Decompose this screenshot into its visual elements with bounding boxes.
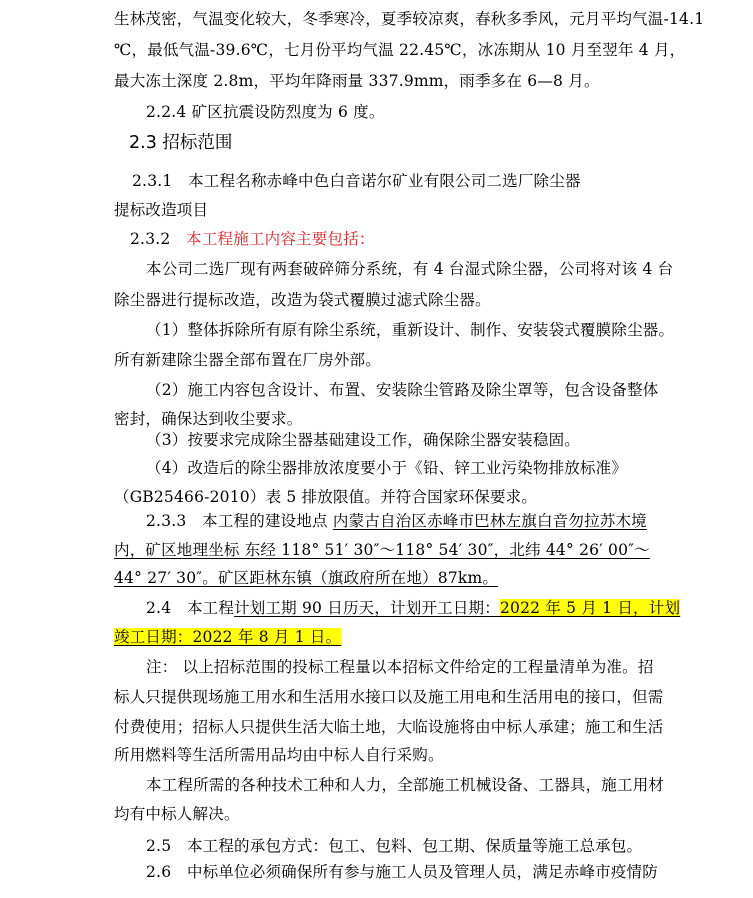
note-line-1: 注： 以上招标范围的投标工程量以本招标文件给定的工程量清单为准。招 [146,658,654,676]
item-4-line-2: （GB25466-2010）表 5 排放限值。并符合国家环保要求。 [114,488,538,506]
intro-line-2: 除尘器进行提标改造，改造为袋式覆膜过滤式除尘器。 [114,291,491,309]
section-2-3-1-line-2: 提标改造项目 [114,201,209,219]
section-2-3-3-line-1 [146,511,647,531]
section-2-3-2-red-title: 本工程施工内容主要包括： [186,230,375,248]
section-2-3-3-coordinates: 内，矿区地理坐标 东经 118° 51′ 30″～118° 54′ 30″，北纬 44° 26′ 00″～ [114,541,650,559]
item-2-line-1: （2）施工内容包含设计、布置、安装除尘管路及除尘罩等，包含设备整体 [146,381,659,399]
climate-line-1: 生林茂密，气温变化较大，冬季寒冷，夏季较凉爽，春秋多季风，元月平均气温-14.1 [114,10,705,28]
climate-line-2: ℃，最低气温-39.6℃，七月份平均气温 22.45℃，冰冻期从 10 月至翌年 4 月， [114,41,686,59]
labor-line-1: 本工程所需的各种技术工种和人力，全部施工机械设备、工器具，施工用材 [146,776,665,794]
section-2-3-3-distance: 44° 27′ 30″。矿区距林东镇（旗政府所在地）87km。 [114,569,499,587]
item-4-line-1: （4）改造后的除尘器排放浓度要小于《铅、锌工业污染物排放标准》 [146,459,628,477]
climate-line-3: 最大冻土深度 2.8m，平均年降雨量 337.9mm，雨季多在 6—8 月。 [114,72,600,90]
section-2-2-4: 2.2.4 矿区抗震设防烈度为 6 度。 [146,103,385,121]
section-2-4-line-1 [146,598,680,618]
section-2-5: 2.5 本工程的承包方式：包工、包料、包工期、保质量等施工总承包。 [146,837,643,855]
labor-line-2: 均有中标人解决。 [114,805,240,823]
section-2-3-2 [130,229,375,249]
item-1-line-1: （1）整体拆除所有原有除尘系统，重新设计、制作、安装袋式覆膜除尘器。 [146,321,675,339]
section-2-3-2-number: 2.3.2 [130,230,187,248]
section-2-3-1-line-1: 2.3.1 本工程名称赤峰中色白音诺尔矿业有限公司二选厂除尘器 [132,172,581,190]
item-3: （3）按要求完成除尘器基础建设工作，确保除尘器安装稳固。 [146,431,580,449]
item-2-line-2: 密封，确保达到收尘要求。 [114,410,303,428]
construction-site-location: 内蒙古自治区赤峰市巴林左旗白音勿拉苏木境 [332,512,647,530]
section-2-6: 2.6 中标单位必须确保所有参与施工人员及管理人员，满足赤峰市疫情防 [146,863,658,881]
item-1-line-2: 所有新建除尘器全部布置在厂房外部。 [114,351,381,369]
start-date-highlight: 2022 年 5 月 1 日，计划 [499,599,681,617]
note-line-3: 付费使用；招标人只提供生活大临土地，大临设施将由中标人承建；施工和生活 [114,718,664,736]
note-line-2: 标人只提供现场施工用水和生活用水接口以及施工用电和生活用电的接口，但需 [114,688,664,706]
section-2-4-prefix: 2.4 本工程 [146,599,235,617]
section-2-3-3-prefix: 2.3.3 本工程的建设地点 [146,512,333,530]
section-2-3-heading: 2.3 招标范围 [129,133,233,153]
section-2-4-schedule: 计划工期 90 日历天，计划开工日期： [234,599,500,617]
intro-line-1: 本公司二选厂现有两套破碎筛分系统，有 4 台湿式除尘器，公司将对该 4 台 [146,260,674,278]
section-2-4-line-2 [114,627,341,647]
note-line-4: 所用燃料等生活所需用品均由中标人自行采购。 [114,746,444,764]
completion-date-highlight: 竣工日期：2022 年 8 月 1 日。 [114,628,342,646]
